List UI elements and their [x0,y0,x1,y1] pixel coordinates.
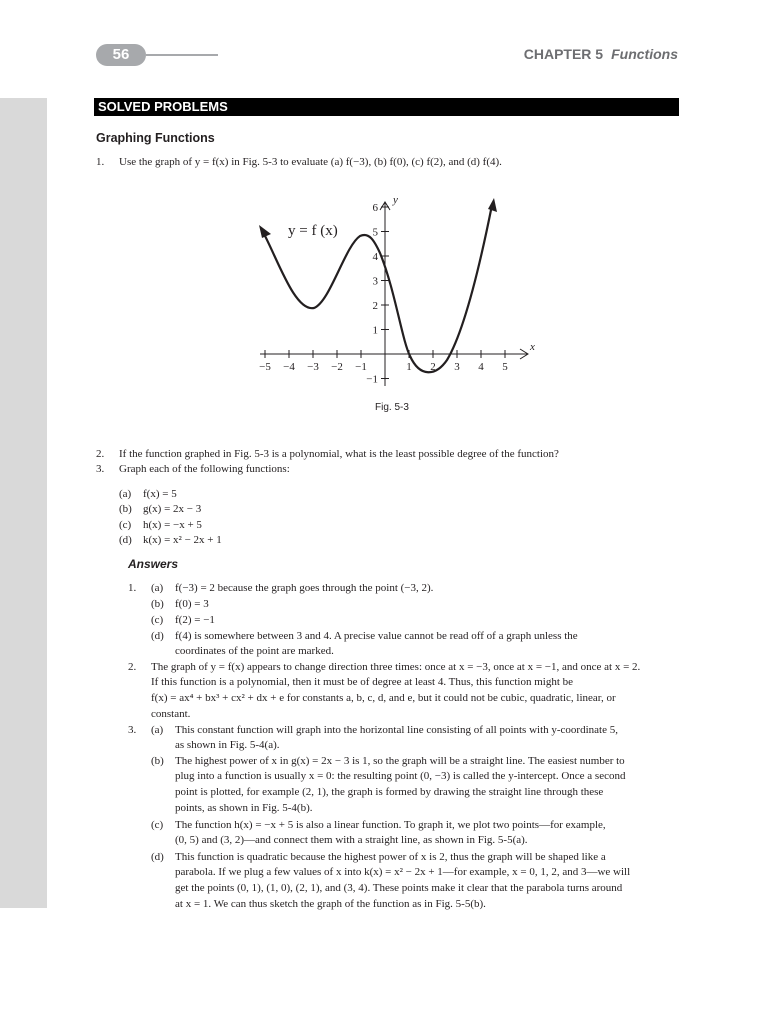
answer-part-label: (b) [151,598,164,610]
answer-text: points, as shown in Fig. 5-4(b). [175,802,313,814]
answer-text: f(x) = ax⁴ + bx³ + cx² + dx + e for constants a, b, c, d, and e, but it could not be cubic, quadratic, linear, or [151,692,616,704]
answer-text: This constant function will graph into the horizontal line consisting of all points with y-coordinate 5, [175,724,618,736]
y-tick-label: 6 [372,202,378,214]
part-text: f(x) = 5 [143,488,177,500]
answer-part-label: (b) [151,755,164,767]
page-number-rule [146,54,218,56]
x-tick-label: −1 [355,361,367,373]
page-number: 56 [96,44,146,66]
function-graph [250,190,550,395]
answer-text: f(2) = −1 [175,614,215,626]
curve-arrow-right [488,198,497,212]
problem-text: Use the graph of y = f(x) in Fig. 5-3 to evaluate (a) f(−3), (b) f(0), (c) f(2), and (d) f(4). [119,156,502,168]
answer-text: parabola. If we plug a few values of x into k(x) = x² − 2x + 1—for example, x = 0, 1, 2, and 3—we will [175,866,631,878]
x-tick-label: −2 [331,361,343,373]
section-title: Graphing Functions [96,131,215,145]
x-tick-label: 2 [430,361,436,373]
problem-text: Graph each of the following functions: [119,463,290,475]
x-tick-label: −4 [283,361,295,373]
answer-text: The graph of y = f(x) appears to change direction three times: once at x = −3, once at x = −1, and once at x = 2. [151,661,641,673]
answer-number: 2. [128,661,137,673]
answer-part-label: (d) [151,851,164,863]
answer-number: 1. [128,582,137,594]
y-tick-label: 2 [372,300,378,312]
answer-text: point is plotted, for example (2, 1), the graph is formed by drawing the straight line through these [175,786,604,798]
answer-text: coordinates of the point are marked. [175,645,334,657]
answer-part-label: (c) [151,819,164,831]
part-label: (d) [119,534,132,546]
y-axis-label: y [393,194,398,206]
answer-text: This function is quadratic because the highest power of x is 2, thus the graph will be shaped like a [175,851,606,863]
answer-text: f(4) is somewhere between 3 and 4. A precise value cannot be read off of a graph unless the [175,630,578,642]
y-tick-label: 1 [372,324,378,337]
x-tick-label: 1 [406,361,412,373]
answer-text: f(0) = 3 [175,598,209,610]
x-tick-label: 4 [478,361,484,373]
x-tick-label: −3 [307,361,319,373]
answer-text: constant. [151,708,191,720]
answer-text: The function h(x) = −x + 5 is also a linear function. To graph it, we plot two points—for example, [175,819,606,831]
gray-margin-strip [0,98,47,908]
problem-text: If the function graphed in Fig. 5-3 is a polynomial, what is the least possible degree of the function? [119,448,559,460]
curve-label: y = f (x) [288,223,338,239]
answer-text: The highest power of x in g(x) = 2x − 3 is 1, so the graph will be a straight line. The easiest number to [175,755,625,767]
x-axis-label: x [530,341,535,353]
answer-part-label: (d) [151,630,164,642]
y-tick-label: 3 [372,275,378,288]
part-text: k(x) = x² − 2x + 1 [143,534,222,546]
answer-part-label: (c) [151,614,164,626]
problem-number: 3. [96,463,105,475]
curve-arrow-left [259,225,271,238]
x-tick-label: 5 [502,361,508,373]
answers-heading: Answers [128,557,179,571]
answer-text: plug into a function is usually x = 0: the resulting point (0, −3) is called the y-intercept. Once a second [175,770,626,782]
answer-text: at x = 1. We can thus sketch the graph of the function as in Fig. 5-5(b). [175,898,486,910]
running-header [524,46,678,62]
part-label: (a) [119,488,132,500]
part-text: g(x) = 2x − 3 [143,503,202,515]
answer-text: (0, 5) and (3, 2)—and connect them with a straight line, as shown in Fig. 5-5(a). [175,834,528,846]
y-tick-label: 5 [372,226,378,239]
y-tick-label: −1 [366,373,378,386]
answer-text: f(−3) = 2 because the graph goes through the point (−3, 2). [175,582,434,594]
problem-number: 1. [96,156,105,168]
chapter-label: CHAPTER 5 [523,46,604,62]
answer-number: 3. [128,724,137,736]
answer-part-label: (a) [151,582,164,594]
y-tick-label: 4 [372,251,378,263]
chapter-title: Functions [611,46,678,62]
answer-part-label: (a) [151,724,164,736]
figure-caption: Fig. 5-3 [375,402,409,413]
problem-number: 2. [96,448,105,460]
solved-problems-banner: SOLVED PROBLEMS [94,98,679,116]
answer-text: as shown in Fig. 5-4(a). [175,739,280,751]
x-tick-label: −5 [259,361,271,373]
part-label: (b) [119,503,132,515]
x-tick-label: 3 [454,361,460,373]
part-text: h(x) = −x + 5 [143,519,202,531]
part-label: (c) [119,519,132,531]
answer-text: get the points (0, 1), (1, 0), (2, 1), and (3, 4). These points make it clear that the parabola turns around [175,882,623,894]
answer-text: If this function is a polynomial, then it must be of degree at least 4. Thus, this function might be [151,676,574,688]
